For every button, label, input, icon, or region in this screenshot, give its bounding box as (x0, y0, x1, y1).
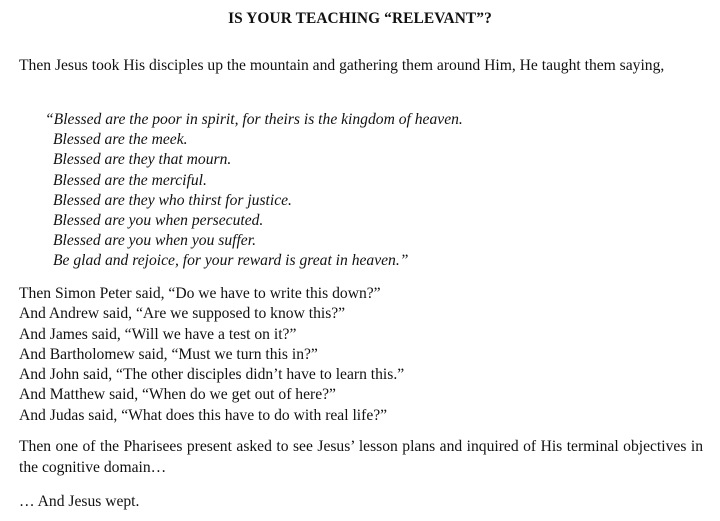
disciples-dialogue (19, 284, 703, 426)
beatitudes-block (45, 110, 705, 272)
pharisee-paragraph: Then one of the Pharisees present asked to see Jesus’ lesson plans and inquired of His terminal objectives in the cognitive domain… (19, 438, 703, 476)
dialogue-line: And Bartholomew said, “Must we turn this in?” (19, 345, 318, 363)
verse-line: “Blessed are the poor in spirit, for theirs is the kingdom of heaven. (45, 111, 463, 128)
dialogue-line: And Judas said, “What does this have to do with real life?” (19, 406, 388, 424)
verse-line: Be glad and rejoice, for your reward is great in heaven.” (53, 252, 409, 270)
document-title: IS YOUR TEACHING “RELEVANT”? (228, 10, 492, 27)
dialogue-line: And John said, “The other disciples didn’t have to learn this.” (19, 366, 405, 384)
verse-line: Blessed are you when persecuted. (53, 212, 264, 230)
verse-line: Blessed are the merciful. (53, 171, 207, 189)
dialogue-line: And Matthew said, “When do we get out of here?” (19, 386, 336, 404)
dialogue-line: And James said, “Will we have a test on it?” (19, 325, 297, 343)
dialogue-line: Then Simon Peter said, “Do we have to write this down?” (19, 285, 381, 302)
verse-line: Blessed are they that mourn. (53, 151, 232, 169)
dialogue-line: And Andrew said, “Are we supposed to know this?” (19, 305, 346, 323)
verse-line: Blessed are you when you suffer. (53, 232, 256, 250)
closing-line: … And Jesus wept. (19, 493, 140, 510)
verse-line: Blessed are they who thirst for justice. (53, 191, 292, 209)
intro-paragraph: Then Jesus took His disciples up the mountain and gathering them around Him, He taught them saying, (19, 57, 665, 74)
verse-line: Blessed are the meek. (53, 131, 188, 149)
